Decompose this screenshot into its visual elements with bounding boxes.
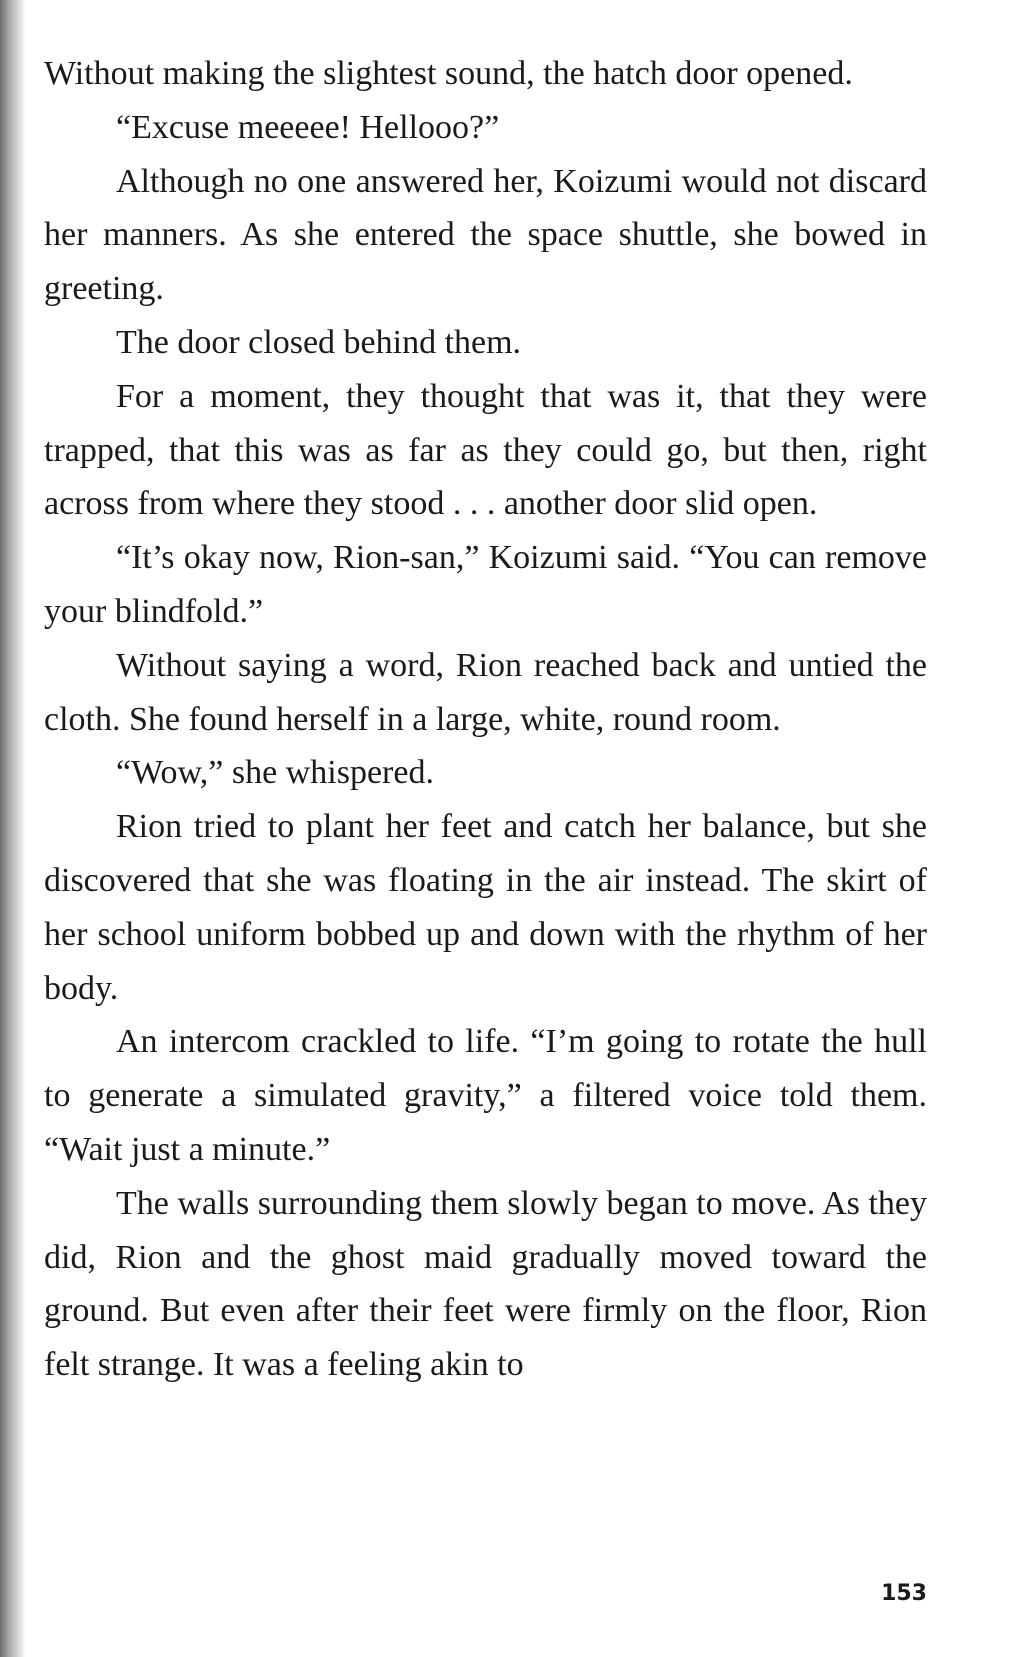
paragraph-1: Without making the slightest sound, the hatch door opened.	[44, 55, 853, 92]
paragraph-2: “Excuse meeeee! Hellooo?”	[116, 108, 500, 146]
paragraph-3: Although no one answered her, Koizumi would not discard her manners. As she entered the space shuttle, she bowed in greeting.	[44, 162, 927, 308]
paragraph-11: The walls surrounding them slowly began to move. As they did, Rion and the ghost maid gradually moved toward the ground. But even after their feet were firmly on the floor, Rion felt strange. It was a feeling akin to	[44, 1184, 927, 1384]
paragraph-10: An intercom crackled to life. “I’m going to rotate the hull to generate a simulated gravity,” a filtered voice told them. “Wait just a minute.”	[44, 1023, 927, 1168]
paragraph-8: “Wow,” she whispered.	[116, 754, 434, 792]
paragraph-4: The door closed behind them.	[116, 323, 522, 361]
paragraph-9: Rion tried to plant her feet and catch her balance, but she discovered that she was floating in the air instead. The skirt of her school uniform bobbed up and down with the rhythm of her body.	[44, 808, 927, 1007]
page-body-text	[44, 47, 927, 1392]
paragraph-5: For a moment, they thought that was it, that they were trapped, that this was as far as they could go, but then, right across from where they stood . . . another door slid open.	[44, 377, 927, 523]
paragraph-7: Without saying a word, Rion reached back and untied the cloth. She found herself in a large, white, round room.	[44, 646, 927, 738]
paragraph-6: “It’s okay now, Rion-san,” Koizumi said. “You can remove your blindfold.”	[44, 539, 927, 630]
page-number: 153	[881, 1581, 927, 1606]
page-spine-shadow	[0, 0, 26, 1657]
